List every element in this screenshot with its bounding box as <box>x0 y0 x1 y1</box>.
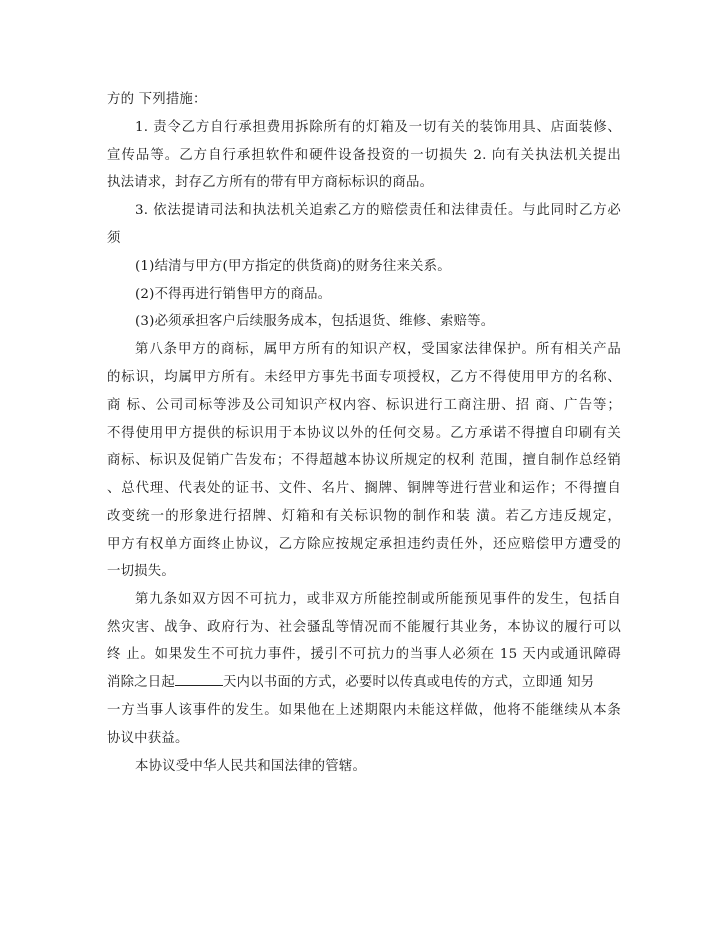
text-line: 终 止。如果发生不可抗力事件，援引不可抗力的当事人必须在 15 天内或通讯障碍 <box>107 647 621 662</box>
text-line: 商 标、公司司标等涉及公司知识产权内容、标识进行工商注册、招 商、广告等； <box>107 398 621 413</box>
text-line: 的标识，均属甲方所有。未经甲方事先书面专项授权，乙方不得使用甲方的名称、 <box>107 370 621 385</box>
text-line: 甲方有权单方面终止协议，乙方除应按规定承担违约责任外，还应赔偿甲方遭受的 <box>107 537 621 552</box>
text-fragment: 天内以书面的方式，必要时以传真或电传的方式，立即通 知另 <box>222 675 595 690</box>
text-line: 执法请求，封存乙方所有的带有甲方商标标识的商品。 <box>107 175 434 190</box>
text-line: 第八条甲方的商标，属甲方所有的知识产权，受国家法律保护。所有相关产品 <box>135 342 621 357</box>
text-line: 商标、标识及促销广告发布；不得超越本协议所规定的权利 范围，擅自制作总经销 <box>107 453 621 468</box>
text-line: 宣传品等。乙方自行承担软件和硬件设备投资的一切损失 2. 向有关执法机关提出 <box>107 148 621 163</box>
fill-in-blank <box>175 673 223 686</box>
text-fragment: 消除之日起 <box>107 675 175 690</box>
text-line: 一切损失。 <box>107 564 175 579</box>
text-line: 改变统一的形象进行招牌、灯箱和有关标识物的制作和装 潢。若乙方违反规定， <box>107 509 621 524</box>
text-line: (1)结清与甲方(甲方指定的供货商)的财务往来关系。 <box>135 259 451 274</box>
text-line-with-blank <box>107 673 621 693</box>
text-line: 一方当事人该事件的发生。如果他在上述期限内未能这样做，他将不能继续从本条 <box>107 703 621 718</box>
text-line: 第九条如双方因不可抗力，或非双方所能控制或所能预见事件的发生，包括自 <box>135 592 621 607</box>
text-line: 、总代理、代表处的证书、文件、名片、搁牌、铜牌等进行营业和运作；不得擅自 <box>107 481 621 496</box>
text-line: 方的 下列措施： <box>107 92 207 107</box>
text-line: 1. 责令乙方自行承担费用拆除所有的灯箱及一切有关的装饰用具、店面装修、 <box>135 120 621 135</box>
text-line: 本协议受中华人民共和国法律的管辖。 <box>135 759 367 774</box>
text-line: 须 <box>107 231 121 246</box>
text-line: (2)不得再进行销售甲方的商品。 <box>135 287 332 302</box>
text-line: 3. 依法提请司法和执法机关追索乙方的赔偿责任和法律责任。与此同时乙方必 <box>135 203 621 218</box>
text-line: 协议中获益。 <box>107 731 189 746</box>
text-line: 不得使用甲方提供的标识用于本协议以外的任何交易。乙方承诺不得擅自印刷有关 <box>107 426 621 441</box>
text-line: (3)必须承担客户后续服务成本，包括退货、维修、索赔等。 <box>135 314 495 329</box>
text-line: 然灾害、战争、政府行为、社会骚乱等情况而不能履行其业务，本协议的履行可以 <box>107 620 621 635</box>
